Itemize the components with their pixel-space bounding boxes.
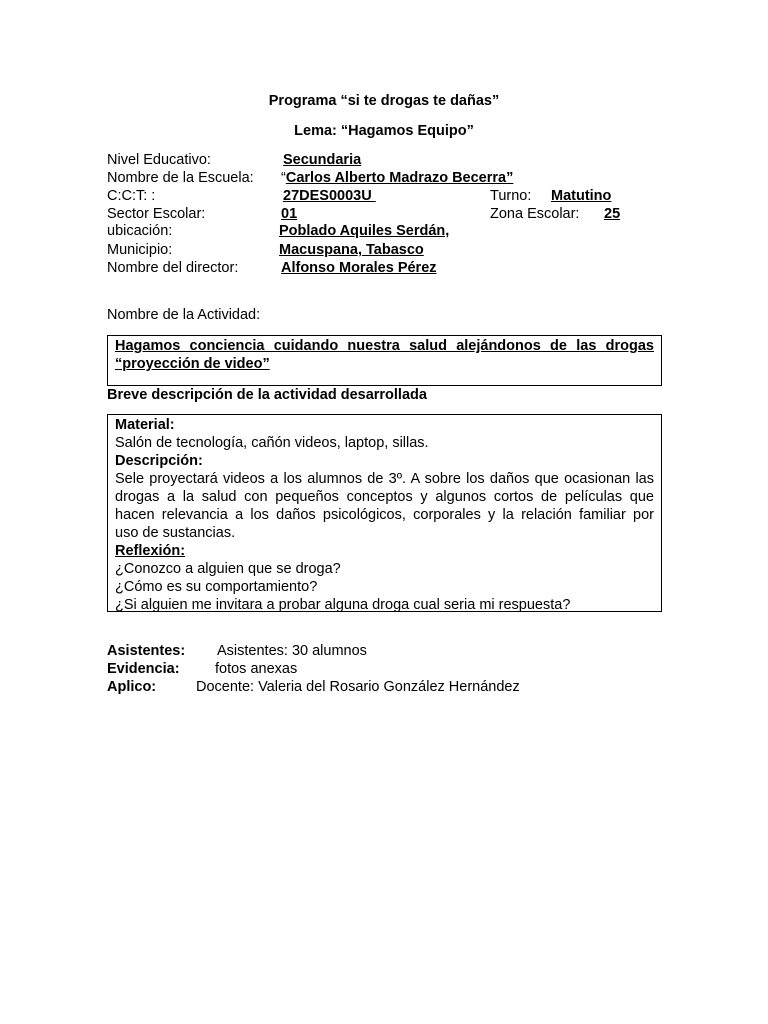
reflexion-label: Reflexión: [115,543,186,559]
zona-label: Zona Escolar: [490,206,580,222]
reflexion-question: ¿Si alguien me invitara a probar alguna droga cual seria mi respuesta? [115,597,571,613]
activity-name-line2: “proyección de video” [115,356,270,372]
description-box [107,414,662,612]
escuela-label: Nombre de la Escuela: [107,170,254,186]
sector-label: Sector Escolar: [107,206,206,222]
director-label: Nombre del director: [107,260,239,276]
zona-value: 25 [604,206,621,222]
asistentes-label: Asistentes: [107,643,186,659]
municipio-label: Municipio: [107,242,173,258]
ubicacion-label: ubicación: [107,223,173,239]
activity-name-box [107,335,662,386]
aplico-label: Aplico: [107,679,157,695]
descripcion-label: Descripción: [115,453,203,469]
descripcion-line: hacen relevancia a los daños psicológicos, corporales y la relación familiar por [115,507,654,523]
reflexion-question: ¿Conozco a alguien que se droga? [115,561,341,577]
reflexion-question: ¿Cómo es su comportamiento? [115,579,318,595]
nivel-label: Nivel Educativo: [107,152,211,168]
cct-value: 27DES0003U [283,188,376,204]
evidencia-value: fotos anexas [215,661,298,677]
escuela-value-wrapper [281,169,513,187]
municipio-value: Macuspana, Tabasco [279,242,424,258]
descripcion-line: uso de sustancias. [115,525,236,541]
material-label: Material: [115,417,175,433]
activity-name-line1: Hagamos conciencia cuidando nuestra salud alejándonos de las drogas [115,338,654,354]
turno-value: Matutino [551,188,612,204]
sector-value: 01 [281,206,298,222]
descripcion-line: Sele proyectará videos a los alumnos de 3º. A sobre los daños que ocasionan las [115,471,654,487]
aplico-value: Docente: Valeria del Rosario González Hernández [196,679,520,695]
cct-label: C:C:T: : [107,188,156,204]
descripcion-line: drogas a la salud con pequeños conceptos y algunos cortos de películas que [115,489,654,505]
evidencia-label: Evidencia: [107,661,180,677]
nivel-value: Secundaria [283,152,362,168]
escuela-open-quote: “ [281,170,286,186]
description-heading: Breve descripción de la actividad desarrollada [107,387,427,403]
activity-label: Nombre de la Actividad: [107,307,261,323]
material-text: Salón de tecnología, cañón videos, laptop, sillas. [115,435,429,451]
escuela-value: Carlos Alberto Madrazo Becerra” [285,170,514,186]
lema-title: Lema: “Hagamos Equipo” [294,123,474,139]
asistentes-value: Asistentes: 30 alumnos [217,643,367,659]
turno-label: Turno: [490,188,532,204]
ubicacion-value: Poblado Aquiles Serdán, [279,223,450,239]
director-value: Alfonso Morales Pérez [281,260,437,276]
program-title: Programa “si te drogas te dañas” [268,93,500,109]
